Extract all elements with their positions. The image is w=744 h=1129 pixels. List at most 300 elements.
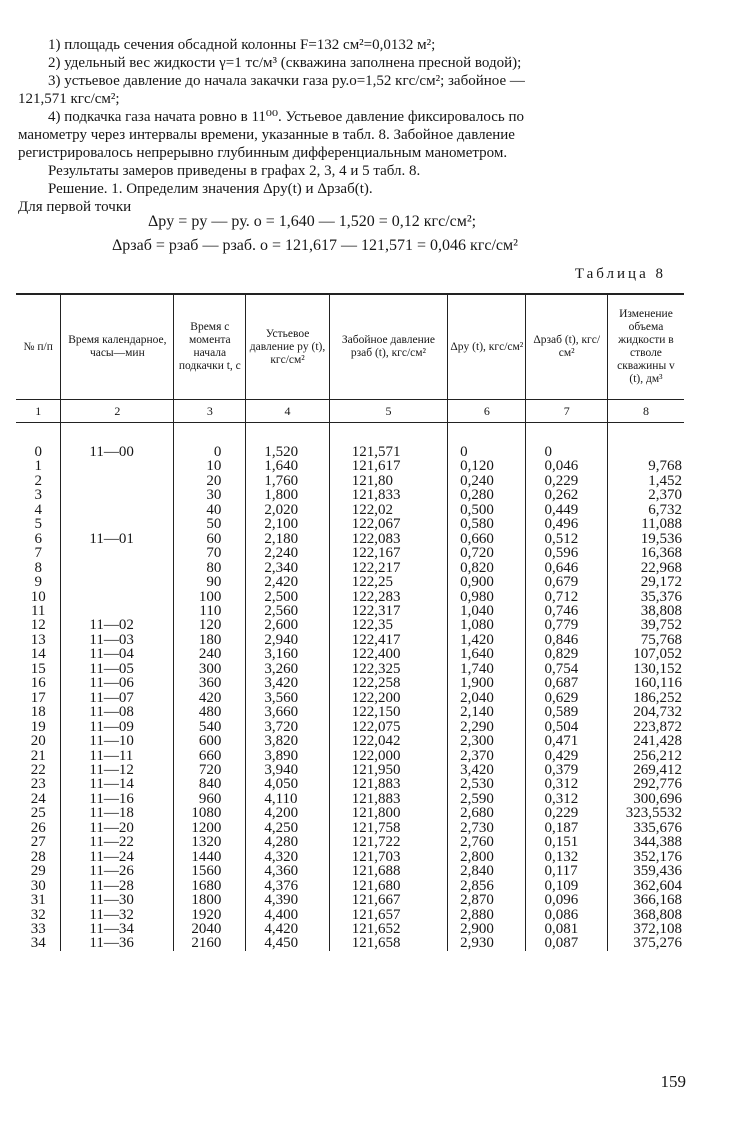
cell-delta-wellhead: 1,080 [448, 618, 526, 632]
cell-elapsed-time: 960 [174, 792, 246, 806]
table-row [16, 445, 684, 459]
intro-line-9: Решение. 1. Определим значения Δpу(t) и Δpзаб(t). [48, 181, 373, 197]
cell-index: 14 [30, 646, 46, 663]
cell-delta-wellhead: 0,580 [448, 517, 526, 531]
table-row [16, 532, 684, 546]
cell-delta-bottomhole: 0,746 [526, 604, 607, 618]
cell-index: 18 [30, 704, 46, 721]
cell-delta-bottomhole: 0,229 [526, 806, 607, 820]
cell-elapsed-time: 1440 [174, 850, 246, 864]
cell-delta-bottomhole: 0,132 [526, 850, 607, 864]
header-delta-bottomhole: Δpзаб (t), кгс/см² [526, 294, 607, 400]
cell-delta-wellhead: 2,530 [448, 777, 526, 791]
cell-bottomhole-pressure: 122,200 [329, 691, 447, 705]
column-number: 4 [246, 400, 329, 423]
cell-wellhead-pressure: 3,890 [246, 749, 329, 763]
table-row [16, 749, 684, 763]
cell-delta-bottomhole: 0,109 [526, 879, 607, 893]
table-row [16, 777, 684, 791]
cell-delta-wellhead: 0,900 [448, 575, 526, 589]
cell-index: 9 [34, 574, 42, 591]
cell-index: 13 [30, 631, 46, 648]
cell-delta-bottomhole: 0,151 [526, 835, 607, 849]
table-row [16, 590, 684, 604]
cell-volume-change: 241,428 [607, 734, 684, 748]
table-row [16, 936, 684, 950]
cell-wellhead-pressure: 3,260 [246, 662, 329, 676]
header-bottomhole-pressure: Забойное давление pзаб (t), кгс/см² [329, 294, 447, 400]
table-row [16, 893, 684, 907]
cell-calendar-time: 11—16 [61, 792, 174, 806]
cell-volume-change: 344,388 [607, 835, 684, 849]
cell-elapsed-time: 60 [174, 532, 246, 546]
table-row [16, 821, 684, 835]
cell-delta-wellhead: 2,370 [448, 749, 526, 763]
cell-index: 21 [30, 747, 46, 764]
cell-bottomhole-pressure: 122,283 [329, 590, 447, 604]
cell-volume-change: 352,176 [607, 850, 684, 864]
cell-delta-wellhead: 0,980 [448, 590, 526, 604]
cell-bottomhole-pressure: 121,652 [329, 922, 447, 936]
cell-bottomhole-pressure: 122,167 [329, 546, 447, 560]
cell-delta-bottomhole: 0,096 [526, 893, 607, 907]
cell-calendar-time: 11—02 [61, 618, 174, 632]
table-row [16, 879, 684, 893]
cell-calendar-time [61, 546, 174, 560]
column-number: 1 [16, 400, 61, 423]
cell-delta-bottomhole: 0,312 [526, 777, 607, 791]
cell-index: 24 [30, 790, 46, 807]
cell-index: 1 [34, 458, 42, 475]
cell-volume-change: 130,152 [607, 662, 684, 676]
formula-delta-p-wellhead: Δpу = pу — pу. о = 1,640 — 1,520 = 0,12 кгс/см²; [148, 213, 477, 230]
cell-delta-bottomhole: 0,262 [526, 488, 607, 502]
cell-elapsed-time: 600 [174, 734, 246, 748]
cell-wellhead-pressure: 1,760 [246, 474, 329, 488]
column-number: 2 [61, 400, 174, 423]
cell-index: 8 [34, 559, 42, 576]
cell-bottomhole-pressure: 122,25 [329, 575, 447, 589]
cell-bottomhole-pressure: 122,02 [329, 503, 447, 517]
cell-wellhead-pressure: 4,050 [246, 777, 329, 791]
header-wellhead-pressure: Устьевое давление pу (t), кгс/см² [246, 294, 329, 400]
cell-delta-wellhead: 1,900 [448, 676, 526, 690]
cell-bottomhole-pressure: 122,150 [329, 705, 447, 719]
cell-wellhead-pressure: 3,160 [246, 647, 329, 661]
cell-elapsed-time: 20 [174, 474, 246, 488]
cell-calendar-time [61, 604, 174, 618]
cell-bottomhole-pressure: 122,000 [329, 749, 447, 763]
cell-index: 26 [30, 819, 46, 836]
cell-bottomhole-pressure: 121,680 [329, 879, 447, 893]
cell-elapsed-time: 80 [174, 561, 246, 575]
table-row [16, 691, 684, 705]
cell-wellhead-pressure: 2,340 [246, 561, 329, 575]
cell-bottomhole-pressure: 121,688 [329, 864, 447, 878]
table-row [16, 459, 684, 473]
cell-volume-change: 1,452 [607, 474, 684, 488]
cell-delta-wellhead: 2,300 [448, 734, 526, 748]
cell-delta-wellhead: 2,856 [448, 879, 526, 893]
cell-delta-bottomhole: 0,589 [526, 705, 607, 719]
cell-volume-change: 75,768 [607, 633, 684, 647]
header-index: № п/п [16, 294, 61, 400]
cell-wellhead-pressure: 4,110 [246, 792, 329, 806]
cell-index: 23 [30, 776, 46, 793]
cell-volume-change: 11,088 [607, 517, 684, 531]
cell-elapsed-time: 1800 [174, 893, 246, 907]
cell-volume-change [607, 445, 684, 459]
cell-bottomhole-pressure: 121,617 [329, 459, 447, 473]
cell-delta-wellhead: 2,880 [448, 908, 526, 922]
cell-calendar-time [61, 474, 174, 488]
table-row [16, 720, 684, 734]
cell-volume-change: 29,172 [607, 575, 684, 589]
cell-index: 3 [34, 487, 42, 504]
cell-elapsed-time: 2160 [174, 936, 246, 950]
column-number: 5 [329, 400, 447, 423]
header-volume-change: Изменение объема жидкости в стволе скважины v (t), дм³ [607, 294, 684, 400]
cell-volume-change: 362,604 [607, 879, 684, 893]
cell-wellhead-pressure: 4,390 [246, 893, 329, 907]
cell-delta-wellhead: 2,140 [448, 705, 526, 719]
cell-delta-bottomhole: 0,187 [526, 821, 607, 835]
cell-delta-bottomhole: 0,679 [526, 575, 607, 589]
cell-volume-change: 35,376 [607, 590, 684, 604]
cell-delta-wellhead: 1,420 [448, 633, 526, 647]
cell-index: 31 [30, 892, 46, 909]
page-number: 159 [660, 1072, 686, 1091]
cell-bottomhole-pressure: 121,657 [329, 908, 447, 922]
cell-delta-wellhead: 0,720 [448, 546, 526, 560]
cell-calendar-time [61, 590, 174, 604]
cell-wellhead-pressure: 4,280 [246, 835, 329, 849]
table-row [16, 575, 684, 589]
cell-delta-wellhead: 3,420 [448, 763, 526, 777]
cell-index: 15 [30, 660, 46, 677]
cell-bottomhole-pressure: 121,800 [329, 806, 447, 820]
cell-wellhead-pressure: 1,520 [246, 445, 329, 459]
cell-bottomhole-pressure: 121,703 [329, 850, 447, 864]
cell-delta-bottomhole: 0,117 [526, 864, 607, 878]
cell-index: 11 [30, 602, 46, 619]
table-row [16, 546, 684, 560]
cell-delta-bottomhole: 0,379 [526, 763, 607, 777]
cell-elapsed-time: 240 [174, 647, 246, 661]
table-row [16, 792, 684, 806]
cell-delta-wellhead: 1,740 [448, 662, 526, 676]
measurements-table [16, 293, 684, 951]
cell-delta-bottomhole: 0,429 [526, 749, 607, 763]
cell-index: 17 [30, 689, 46, 706]
cell-delta-wellhead: 2,870 [448, 893, 526, 907]
header-calendar-time: Время календарное, часы—мин [61, 294, 174, 400]
cell-index: 32 [30, 906, 46, 923]
cell-elapsed-time: 300 [174, 662, 246, 676]
cell-volume-change: 359,436 [607, 864, 684, 878]
cell-calendar-time [61, 517, 174, 531]
table-row [16, 806, 684, 820]
cell-index: 34 [30, 935, 46, 952]
cell-index: 10 [30, 588, 46, 605]
cell-volume-change: 186,252 [607, 691, 684, 705]
cell-volume-change: 107,052 [607, 647, 684, 661]
cell-delta-wellhead: 0,820 [448, 561, 526, 575]
intro-line-6: манометру через интервалы времени, указанные в табл. 8. Забойное давление [18, 127, 515, 143]
cell-calendar-time: 11—06 [61, 676, 174, 690]
cell-delta-wellhead: 0,240 [448, 474, 526, 488]
header-delta-wellhead: Δpу (t), кгс/см² [448, 294, 526, 400]
cell-calendar-time [61, 459, 174, 473]
cell-elapsed-time: 2040 [174, 922, 246, 936]
cell-calendar-time: 11—36 [61, 936, 174, 950]
cell-volume-change: 366,168 [607, 893, 684, 907]
cell-wellhead-pressure: 2,240 [246, 546, 329, 560]
cell-delta-bottomhole: 0,829 [526, 647, 607, 661]
cell-elapsed-time: 840 [174, 777, 246, 791]
cell-volume-change: 38,808 [607, 604, 684, 618]
cell-elapsed-time: 1920 [174, 908, 246, 922]
cell-bottomhole-pressure: 122,417 [329, 633, 447, 647]
cell-volume-change: 372,108 [607, 922, 684, 936]
column-number: 6 [448, 400, 526, 423]
cell-delta-wellhead: 2,760 [448, 835, 526, 849]
cell-delta-bottomhole: 0 [526, 445, 607, 459]
cell-bottomhole-pressure: 121,80 [329, 474, 447, 488]
cell-bottomhole-pressure: 121,758 [329, 821, 447, 835]
cell-delta-wellhead: 1,640 [448, 647, 526, 661]
cell-wellhead-pressure: 4,400 [246, 908, 329, 922]
cell-bottomhole-pressure: 122,075 [329, 720, 447, 734]
cell-wellhead-pressure: 4,420 [246, 922, 329, 936]
cell-delta-bottomhole: 0,046 [526, 459, 607, 473]
table-row [16, 488, 684, 502]
table-row [16, 503, 684, 517]
cell-wellhead-pressure: 3,420 [246, 676, 329, 690]
formula-delta-p-bottomhole: Δpзаб = pзаб — pзаб. о = 121,617 — 121,571 = 0,046 кгс/см² [112, 237, 518, 254]
cell-volume-change: 368,808 [607, 908, 684, 922]
cell-calendar-time: 11—07 [61, 691, 174, 705]
cell-wellhead-pressure: 3,560 [246, 691, 329, 705]
cell-wellhead-pressure: 4,200 [246, 806, 329, 820]
cell-elapsed-time: 720 [174, 763, 246, 777]
cell-delta-bottomhole: 0,471 [526, 734, 607, 748]
cell-elapsed-time: 1320 [174, 835, 246, 849]
intro-line-1: 1) площадь сечения обсадной колонны F=132 см²=0,0132 м²; [48, 37, 436, 53]
cell-volume-change: 292,776 [607, 777, 684, 791]
cell-elapsed-time: 1680 [174, 879, 246, 893]
cell-wellhead-pressure: 4,320 [246, 850, 329, 864]
cell-volume-change: 16,368 [607, 546, 684, 560]
cell-calendar-time: 11—12 [61, 763, 174, 777]
cell-wellhead-pressure: 4,360 [246, 864, 329, 878]
cell-calendar-time: 11—20 [61, 821, 174, 835]
table-row [16, 517, 684, 531]
cell-elapsed-time: 540 [174, 720, 246, 734]
cell-calendar-time: 11—18 [61, 806, 174, 820]
intro-line-10: Для первой точки [18, 199, 132, 215]
cell-delta-wellhead: 0,280 [448, 488, 526, 502]
cell-delta-bottomhole: 0,754 [526, 662, 607, 676]
cell-bottomhole-pressure: 122,35 [329, 618, 447, 632]
cell-wellhead-pressure: 3,820 [246, 734, 329, 748]
cell-bottomhole-pressure: 122,258 [329, 676, 447, 690]
cell-delta-wellhead: 2,040 [448, 691, 526, 705]
cell-elapsed-time: 30 [174, 488, 246, 502]
table-spacer-row [16, 423, 684, 446]
cell-volume-change: 223,872 [607, 720, 684, 734]
cell-elapsed-time: 90 [174, 575, 246, 589]
cell-delta-bottomhole: 0,229 [526, 474, 607, 488]
cell-bottomhole-pressure: 121,667 [329, 893, 447, 907]
cell-bottomhole-pressure: 121,950 [329, 763, 447, 777]
table-body [16, 423, 684, 951]
table-row [16, 618, 684, 632]
table-row [16, 604, 684, 618]
cell-delta-bottomhole: 0,087 [526, 936, 607, 950]
table-header-row [16, 294, 684, 400]
table-row [16, 850, 684, 864]
cell-volume-change: 323,5532 [607, 806, 684, 820]
cell-elapsed-time: 50 [174, 517, 246, 531]
column-number: 8 [607, 400, 684, 423]
cell-delta-wellhead: 0,120 [448, 459, 526, 473]
cell-wellhead-pressure: 3,720 [246, 720, 329, 734]
cell-wellhead-pressure: 2,560 [246, 604, 329, 618]
column-number: 7 [526, 400, 607, 423]
cell-delta-bottomhole: 0,504 [526, 720, 607, 734]
cell-bottomhole-pressure: 122,217 [329, 561, 447, 575]
cell-wellhead-pressure: 4,250 [246, 821, 329, 835]
cell-volume-change: 204,732 [607, 705, 684, 719]
table-row [16, 676, 684, 690]
cell-calendar-time: 11—26 [61, 864, 174, 878]
cell-bottomhole-pressure: 122,042 [329, 734, 447, 748]
cell-calendar-time: 11—10 [61, 734, 174, 748]
cell-wellhead-pressure: 2,420 [246, 575, 329, 589]
cell-wellhead-pressure: 2,180 [246, 532, 329, 546]
cell-wellhead-pressure: 2,600 [246, 618, 329, 632]
cell-delta-bottomhole: 0,712 [526, 590, 607, 604]
table-row [16, 474, 684, 488]
cell-wellhead-pressure: 2,100 [246, 517, 329, 531]
cell-volume-change: 335,676 [607, 821, 684, 835]
cell-index: 27 [30, 834, 46, 851]
cell-bottomhole-pressure: 122,325 [329, 662, 447, 676]
table-row [16, 561, 684, 575]
cell-calendar-time: 11—22 [61, 835, 174, 849]
cell-delta-wellhead: 2,930 [448, 936, 526, 950]
cell-elapsed-time: 40 [174, 503, 246, 517]
cell-calendar-time: 11—01 [61, 532, 174, 546]
cell-bottomhole-pressure: 121,883 [329, 777, 447, 791]
table-row [16, 633, 684, 647]
cell-elapsed-time: 110 [174, 604, 246, 618]
cell-delta-wellhead: 2,900 [448, 922, 526, 936]
cell-calendar-time [61, 503, 174, 517]
table-row [16, 662, 684, 676]
cell-elapsed-time: 70 [174, 546, 246, 560]
cell-delta-bottomhole: 0,629 [526, 691, 607, 705]
cell-index: 30 [30, 877, 46, 894]
cell-delta-wellhead: 2,680 [448, 806, 526, 820]
cell-wellhead-pressure: 2,940 [246, 633, 329, 647]
intro-line-2: 2) удельный вес жидкости γ=1 тс/м³ (скважина заполнена пресной водой); [48, 55, 522, 71]
cell-delta-wellhead: 2,730 [448, 821, 526, 835]
cell-elapsed-time: 100 [174, 590, 246, 604]
cell-index: 0 [34, 444, 42, 460]
cell-bottomhole-pressure: 122,083 [329, 532, 447, 546]
cell-wellhead-pressure: 2,020 [246, 503, 329, 517]
cell-bottomhole-pressure: 121,833 [329, 488, 447, 502]
intro-line-7: регистрировалось непрерывно глубинным дифференциальным манометром. [18, 145, 508, 161]
cell-volume-change: 269,412 [607, 763, 684, 777]
cell-delta-bottomhole: 0,779 [526, 618, 607, 632]
cell-volume-change: 300,696 [607, 792, 684, 806]
cell-delta-wellhead: 0 [448, 445, 526, 459]
cell-calendar-time: 11—24 [61, 850, 174, 864]
cell-volume-change: 2,370 [607, 488, 684, 502]
cell-volume-change: 39,752 [607, 618, 684, 632]
cell-delta-wellhead: 2,800 [448, 850, 526, 864]
cell-calendar-time [61, 488, 174, 502]
cell-wellhead-pressure: 2,500 [246, 590, 329, 604]
cell-volume-change: 19,536 [607, 532, 684, 546]
cell-elapsed-time: 1200 [174, 821, 246, 835]
cell-index: 25 [30, 805, 46, 822]
cell-wellhead-pressure: 1,640 [246, 459, 329, 473]
table-row [16, 647, 684, 661]
cell-index: 28 [30, 848, 46, 865]
cell-bottomhole-pressure: 121,571 [329, 445, 447, 459]
cell-calendar-time: 11—28 [61, 879, 174, 893]
cell-calendar-time [61, 575, 174, 589]
cell-delta-wellhead: 0,660 [448, 532, 526, 546]
cell-delta-bottomhole: 0,081 [526, 922, 607, 936]
cell-calendar-time: 11—14 [61, 777, 174, 791]
cell-index: 16 [30, 675, 46, 692]
cell-elapsed-time: 360 [174, 676, 246, 690]
cell-index: 5 [34, 516, 42, 533]
table-title: Таблица 8 [574, 266, 666, 282]
cell-calendar-time [61, 561, 174, 575]
cell-delta-wellhead: 1,040 [448, 604, 526, 618]
cell-delta-bottomhole: 0,512 [526, 532, 607, 546]
cell-volume-change: 256,212 [607, 749, 684, 763]
cell-volume-change: 160,116 [607, 676, 684, 690]
cell-volume-change: 9,768 [607, 459, 684, 473]
cell-delta-bottomhole: 0,596 [526, 546, 607, 560]
cell-wellhead-pressure: 3,940 [246, 763, 329, 777]
cell-bottomhole-pressure: 122,067 [329, 517, 447, 531]
column-number: 3 [174, 400, 246, 423]
cell-wellhead-pressure: 3,660 [246, 705, 329, 719]
cell-wellhead-pressure: 4,376 [246, 879, 329, 893]
cell-calendar-time: 11—08 [61, 705, 174, 719]
cell-index: 20 [30, 733, 46, 750]
cell-delta-bottomhole: 0,846 [526, 633, 607, 647]
cell-calendar-time: 11—11 [61, 749, 174, 763]
cell-delta-bottomhole: 0,646 [526, 561, 607, 575]
cell-index: 6 [34, 530, 42, 547]
cell-elapsed-time: 660 [174, 749, 246, 763]
cell-wellhead-pressure: 1,800 [246, 488, 329, 502]
cell-delta-bottomhole: 0,687 [526, 676, 607, 690]
cell-elapsed-time: 10 [174, 459, 246, 473]
cell-calendar-time: 11—09 [61, 720, 174, 734]
cell-bottomhole-pressure: 122,317 [329, 604, 447, 618]
intro-line-3: 3) устьевое давление до начала закачки газа pу.о=1,52 кгс/см²; забойное — [48, 73, 525, 89]
